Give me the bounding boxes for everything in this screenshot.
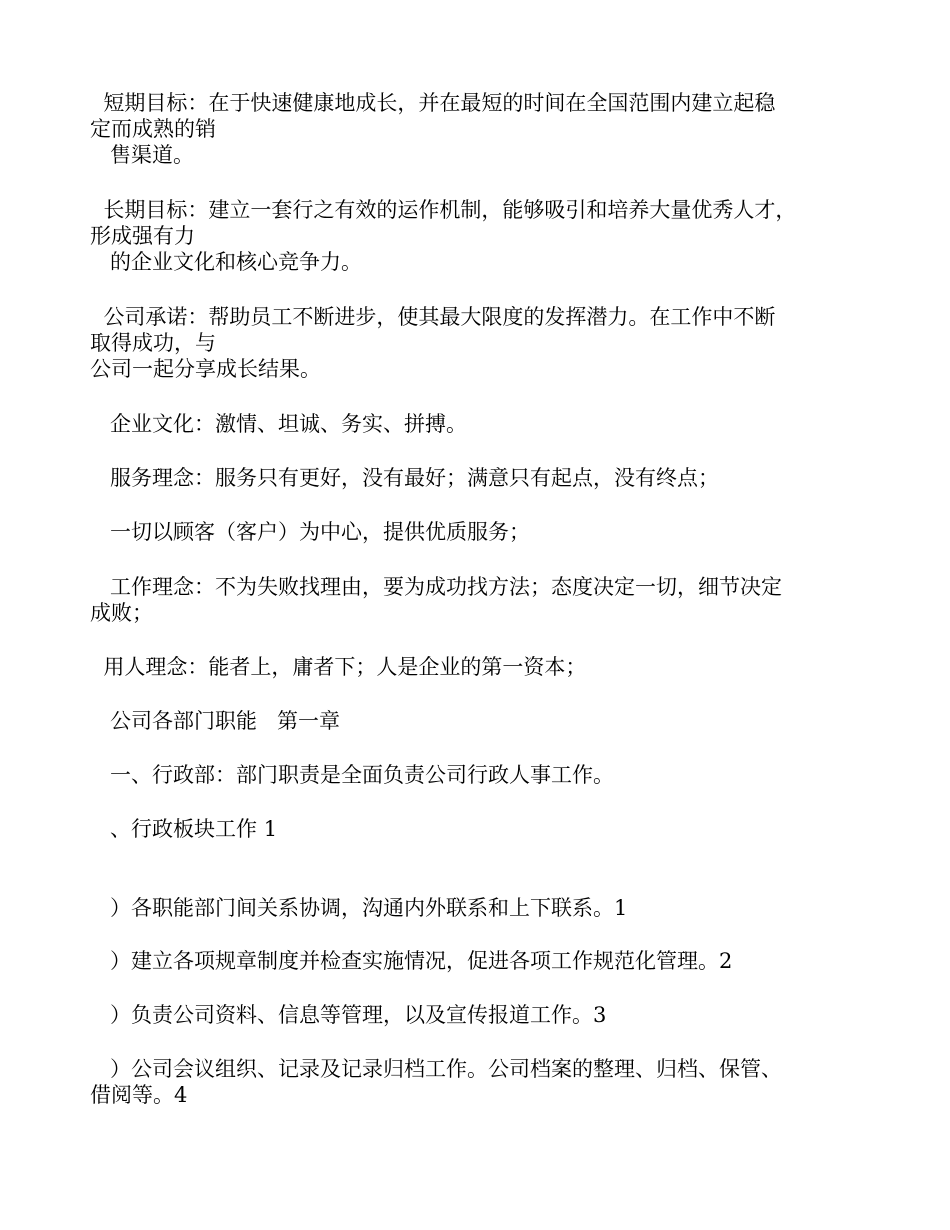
long-term-goal-line-1: 长期目标：建立一套行之有效的运作机制，能够吸引和培养大量优秀人才， xyxy=(90,198,797,222)
company-promise-line-3: 公司一起分享成长结果。 xyxy=(90,357,321,381)
duty-item-4-line-2: 借阅等。4 xyxy=(90,1083,188,1107)
company-promise-line-1: 公司承诺：帮助员工不断进步，使其最大限度的发挥潜力。在工作中不断 xyxy=(90,305,776,329)
short-term-goal-line-1: 短期目标：在于快速健康地成长，并在最短的时间在全国范围内建立起稳 xyxy=(90,91,776,115)
hiring-philosophy-line: 用人理念：能者上，庸者下；人是企业的第一资本； xyxy=(90,655,587,679)
long-term-goal-line-2: 形成强有力 xyxy=(90,224,195,248)
long-term-goal-line-3: 的企业文化和核心竞争力。 xyxy=(90,250,363,274)
work-philosophy-line-1: 工作理念：不为失败找理由，要为成功找方法；态度决定一切，细节决定 xyxy=(90,575,783,599)
service-philosophy-line: 服务理念：服务只有更好，没有最好；满意只有起点，没有终点； xyxy=(90,466,720,490)
chapter-heading: 公司各部门职能 第一章 xyxy=(90,709,341,733)
corporate-culture-line: 企业文化：激情、坦诚、务实、拼搏。 xyxy=(90,412,468,436)
short-term-goal-line-2: 定而成熟的销 xyxy=(90,117,216,141)
duty-item-2: ）建立各项规章制度并检查实施情况，促进各项工作规范化管理。2 xyxy=(90,949,733,973)
work-philosophy-line-2: 成败； xyxy=(90,601,153,625)
admin-section-line: 、行政板块工作 1 xyxy=(90,817,278,841)
customer-center-line: 一切以顾客（客户）为中心，提供优质服务； xyxy=(90,520,531,544)
duty-item-3: ）负责公司资料、信息等管理，以及宣传报道工作。3 xyxy=(90,1003,607,1027)
short-term-goal-line-3: 售渠道。 xyxy=(90,143,195,167)
duty-item-1: ）各职能部门间关系协调，沟通内外联系和上下联系。1 xyxy=(90,896,628,920)
duty-item-4-line-1: ）公司会议组织、记录及记录归档工作。公司档案的整理、归档、保管、 xyxy=(90,1057,783,1081)
company-promise-line-2: 取得成功，与 xyxy=(90,331,216,355)
admin-dept-line: 一、行政部：部门职责是全面负责公司行政人事工作。 xyxy=(90,763,615,787)
